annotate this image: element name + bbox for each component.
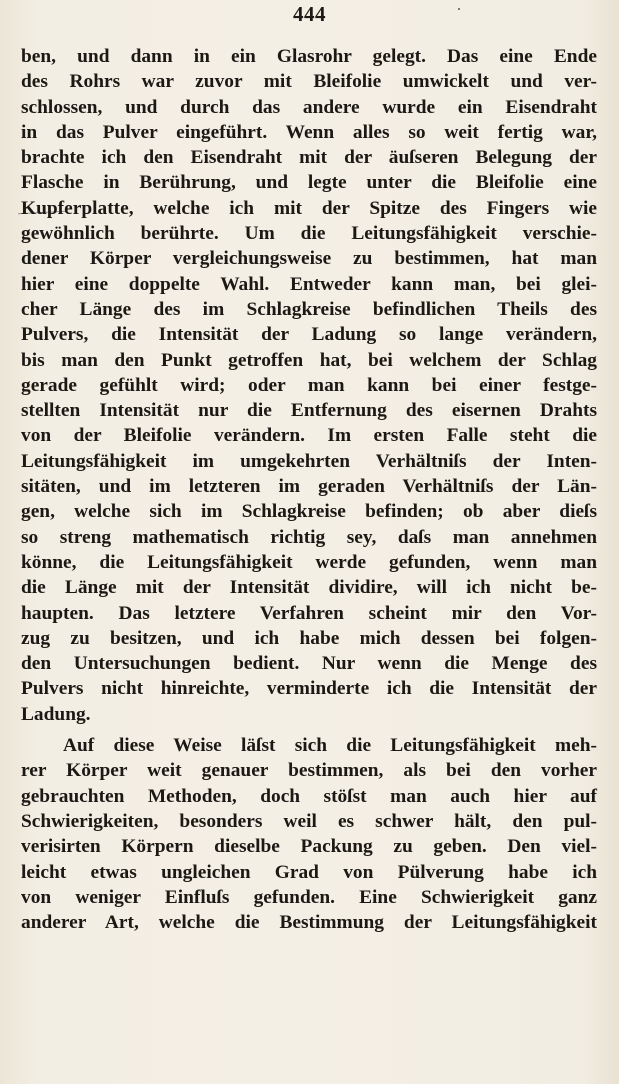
text-line: leicht etwas ungleichen Grad von Pülverung habe ich: [21, 861, 597, 883]
text-line: anderer Art, welche die Bestimmung der Leitungsfähigkeit: [21, 912, 597, 934]
text-line: bis man den Punkt getroffen hat, bei welchem der Schlag: [21, 349, 597, 371]
text-line: zug zu besitzen, und ich habe mich dessen bei folgen-: [21, 627, 597, 649]
text-line: die Länge mit der Intensität dividire, will ich nicht be-: [21, 577, 597, 599]
paragraph: [21, 44, 597, 727]
text-line: hier eine doppelte Wahl. Entweder kann man, bei glei-: [21, 273, 597, 295]
text-line: Pulvers nicht hinreichte, verminderte ich die Intensität der: [21, 678, 597, 700]
text-line: stellten Intensität nur die Entfernung des eisernen Drahts: [21, 400, 597, 422]
text-line: Leitungsfähigkeit im umgekehrten Verhältniſs der Inten-: [21, 450, 597, 472]
text-line: Schwierigkeiten, besonders weil es schwer hält, den pul-: [21, 810, 597, 832]
text-line: gen, welche sich im Schlagkreise befinden; ob aber dieſs: [21, 501, 597, 523]
text-line: Auf diese Weise läſst sich die Leitungsfähigkeit meh-: [63, 735, 597, 757]
text-line: so streng mathematisch richtig sey, daſs man annehmen: [21, 526, 597, 548]
text-line: des Rohrs war zuvor mit Bleifolie umwickelt und ver-: [21, 71, 597, 93]
paragraph: [21, 733, 597, 935]
text-line: Pulvers, die Intensität der Ladung so lange verändern,: [21, 324, 597, 346]
text-line: cher Länge des im Schlagkreise befindlichen Theils des: [21, 298, 597, 320]
text-line: gewöhnlich berührte. Um die Leitungsfähigkeit verschie-: [21, 223, 597, 245]
text-line: gebrauchten Methoden, doch stöſst man auch hier auf: [21, 785, 597, 807]
text-line: Kupferplatte, welche ich mit der Spitze des Fingers wie: [21, 197, 597, 219]
text-line: von der Bleifolie verändern. Im ersten Falle steht die: [21, 425, 597, 447]
text-line: Ladung.: [21, 703, 91, 725]
text-line: gerade gefühlt wird; oder man kann bei einer festge-: [21, 374, 597, 396]
text-line: schlossen, und durch das andere wurde ein Eisendraht: [21, 96, 597, 118]
text-line: den Untersuchungen bedient. Nur wenn die Menge des: [21, 653, 597, 675]
text-line: ben, und dann in ein Glasrohr gelegt. Das eine Ende: [21, 46, 597, 67]
text-line: sitäten, und im letzteren im geraden Verhältniſs der Län-: [21, 476, 597, 498]
text-line: in das Pulver eingeführt. Wenn alles so weit fertig war,: [21, 121, 597, 143]
text-line: haupten. Das letztere Verfahren scheint mir den Vor-: [21, 602, 597, 624]
page-number: 444: [293, 2, 326, 26]
text-line: Flasche in Berührung, und legte unter die Bleifolie eine: [21, 172, 597, 194]
text-line: von weniger Einfluſs gefunden. Eine Schwierigkeit ganz: [21, 886, 597, 908]
ink-speck: [458, 8, 460, 10]
text-line: rer Körper weit genauer bestimmen, als bei den vorher: [21, 760, 597, 782]
text-line: dener Körper vergleichungsweise zu bestimmen, hat man: [21, 248, 597, 270]
text-line: verisirten Körpern dieselbe Packung zu geben. Den viel-: [21, 836, 597, 858]
text-line: brachte ich den Eisendraht mit der äuſseren Belegung der: [21, 147, 597, 169]
text-line: könne, die Leitungsfähigkeit werde gefunden, wenn man: [21, 551, 597, 573]
body-text: [21, 44, 597, 935]
